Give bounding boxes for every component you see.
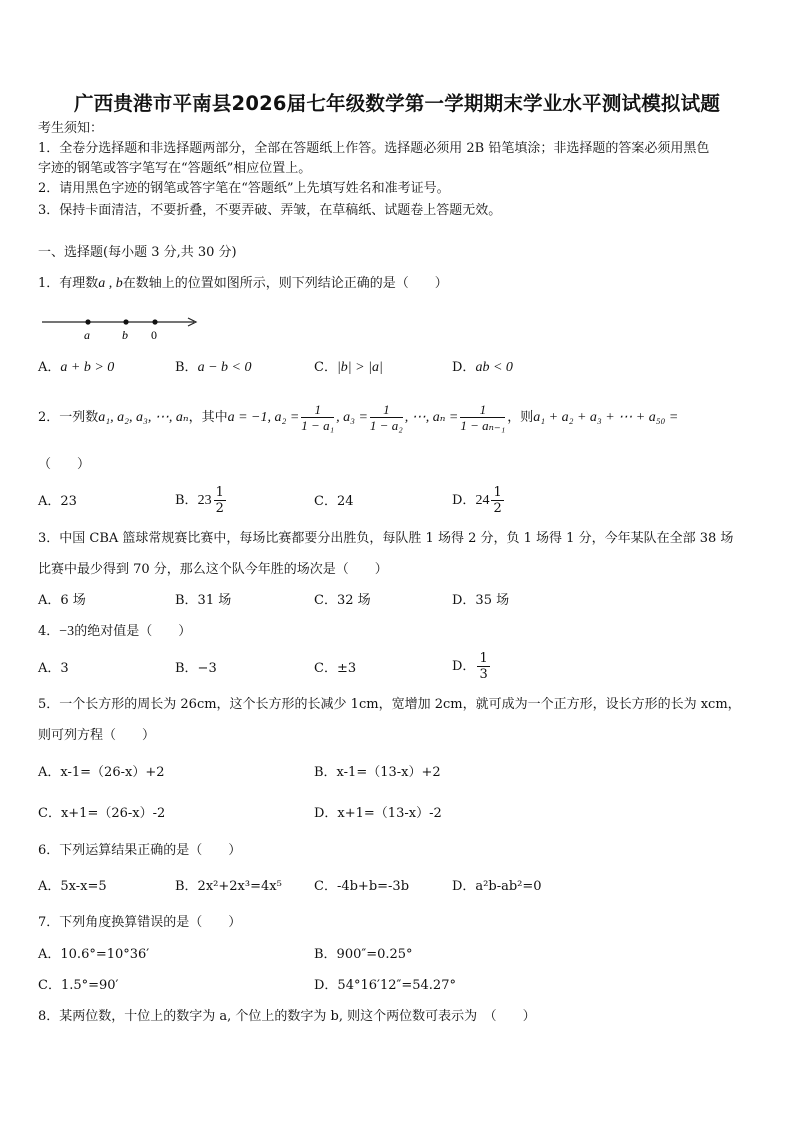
question-1-vars: a , b: [98, 276, 123, 291]
question-1: [38, 276, 448, 292]
q1-option-d[interactable]: D．ab < 0: [452, 360, 513, 375]
notice-item: 1．全卷分选择题和非选择题两部分，全部在答题纸上作答。选择题必须用 2B 铅笔填涂；非选择题的答案必须用黑色: [38, 141, 710, 156]
q6-option-c[interactable]: C．-4b+b=-3b: [314, 879, 410, 894]
point-a: [85, 319, 90, 324]
point-zero: [152, 319, 157, 324]
point-b: [123, 319, 128, 324]
notice-item: 2．请用黑色字迹的钢笔或答字笔在“答题纸”上先填写姓名和准考证号。: [38, 181, 450, 196]
question-4: 4．−3的绝对值是（ ）: [38, 624, 192, 639]
q3-option-b[interactable]: B．31 场: [175, 593, 232, 608]
question-1-text: 1．有理数: [38, 276, 99, 291]
q6-option-a[interactable]: A．5x-x=5: [38, 879, 107, 894]
q5-option-b[interactable]: B．x-1=（13-x）+2: [314, 765, 441, 780]
page-title: 广西贵港市平南县2026届七年级数学第一学期期末学业水平测试模拟试题: [73, 92, 721, 115]
notice-item: 字迹的钢笔或答字笔写在“答题纸”相应位置上。: [38, 161, 312, 176]
question-2: 2．一列数 a₁, a₂, a₃, ⋯, aₙ ，其中 a = −1, a₂ = $\frac{1}{\text{1 − a₁}}$ , a₃ = $\frac{1}{\text{1 − a₂}}$ , ⋯, aₙ = $\frac{1}{\text{1 − aₙ₋₁}}$ ，则 a₁ + a₂ + a₃ + ⋯ + a₅₀ =: [38, 402, 679, 433]
number-line: [38, 312, 208, 346]
q3-option-c[interactable]: C．32 场: [314, 593, 371, 608]
q5-option-d[interactable]: D．x+1=（13-x）-2: [314, 806, 442, 821]
question-3: 比赛中最少得到 70 分，那么这个队今年胜的场次是（ ）: [38, 562, 388, 577]
section-heading: 一、选择题(每小题 3 分,共 30 分): [38, 245, 237, 260]
q3-option-d[interactable]: D．35 场: [452, 593, 510, 608]
q7-option-a[interactable]: A．10.6°=10°36′: [38, 947, 150, 962]
q4-option-b[interactable]: B．−3: [175, 661, 217, 676]
q2-option-d[interactable]: D． 24 $\frac{1}{2}$: [452, 485, 502, 516]
q4-option-a[interactable]: A．3: [38, 661, 69, 676]
question-5: 则可列方程（ ）: [38, 728, 156, 743]
notice-item: 3．保持卡面清洁，不要折叠，不要弄破、弄皱，在草稿纸、试题卷上答题无效。: [38, 203, 502, 218]
q4-option-d[interactable]: D． $\frac{1}{3}$: [452, 651, 488, 682]
notice-heading: 考生须知：: [38, 121, 104, 136]
question-3: 3．中国 CBA 篮球常规赛比赛中，每场比赛都要分出胜负，每队胜 1 场得 2 分，负 1 场得 1 分，今年某队在全部 38 场: [38, 531, 734, 546]
q5-option-c[interactable]: C．x+1=（26-x）-2: [38, 806, 166, 821]
q2-option-a[interactable]: A．23: [38, 494, 77, 509]
question-5: 5．一个长方形的周长为 26cm，这个长方形的长减少 1cm，宽增加 2cm，就可成为一个正方形，设长方形的长为 xcm，: [38, 697, 741, 712]
question-8: 8．某两位数，十位上的数字为 a, 个位上的数字为 b, 则这个两位数可表示为 （ ）: [38, 1009, 536, 1024]
q7-option-c[interactable]: C．1.5°=90′: [38, 978, 119, 993]
q7-option-b[interactable]: B．900″=0.25°: [314, 947, 413, 962]
q5-option-a[interactable]: A．x-1=（26-x）+2: [38, 765, 165, 780]
label-zero: 0: [151, 328, 157, 342]
question-6: 6．下列运算结果正确的是（ ）: [38, 843, 242, 858]
question-1-text: 在数轴上的位置如图所示，则下列结论正确的是（ ）: [122, 276, 448, 291]
q1-option-c[interactable]: C．|b| > |a|: [314, 360, 383, 375]
q6-option-d[interactable]: D．a²b-ab²=0: [452, 879, 542, 894]
question-2-paren: （ ）: [38, 457, 91, 472]
question-7: 7．下列角度换算错误的是（ ）: [38, 915, 242, 930]
q7-option-d[interactable]: D．54°16′12″=54.27°: [314, 978, 456, 993]
label-b: b: [122, 328, 128, 342]
q1-option-a[interactable]: A．a + b > 0: [38, 360, 115, 375]
label-a: a: [84, 328, 90, 342]
q1-option-b[interactable]: B．a − b < 0: [175, 360, 252, 375]
q3-option-a[interactable]: A．6 场: [38, 593, 86, 608]
q2-option-b[interactable]: B． 23 $\frac{1}{2}$: [175, 485, 224, 516]
q6-option-b[interactable]: B．2x²+2x³=4x⁵: [175, 879, 282, 894]
q4-option-c[interactable]: C．±3: [314, 661, 357, 676]
q2-option-c[interactable]: C．24: [314, 494, 354, 509]
